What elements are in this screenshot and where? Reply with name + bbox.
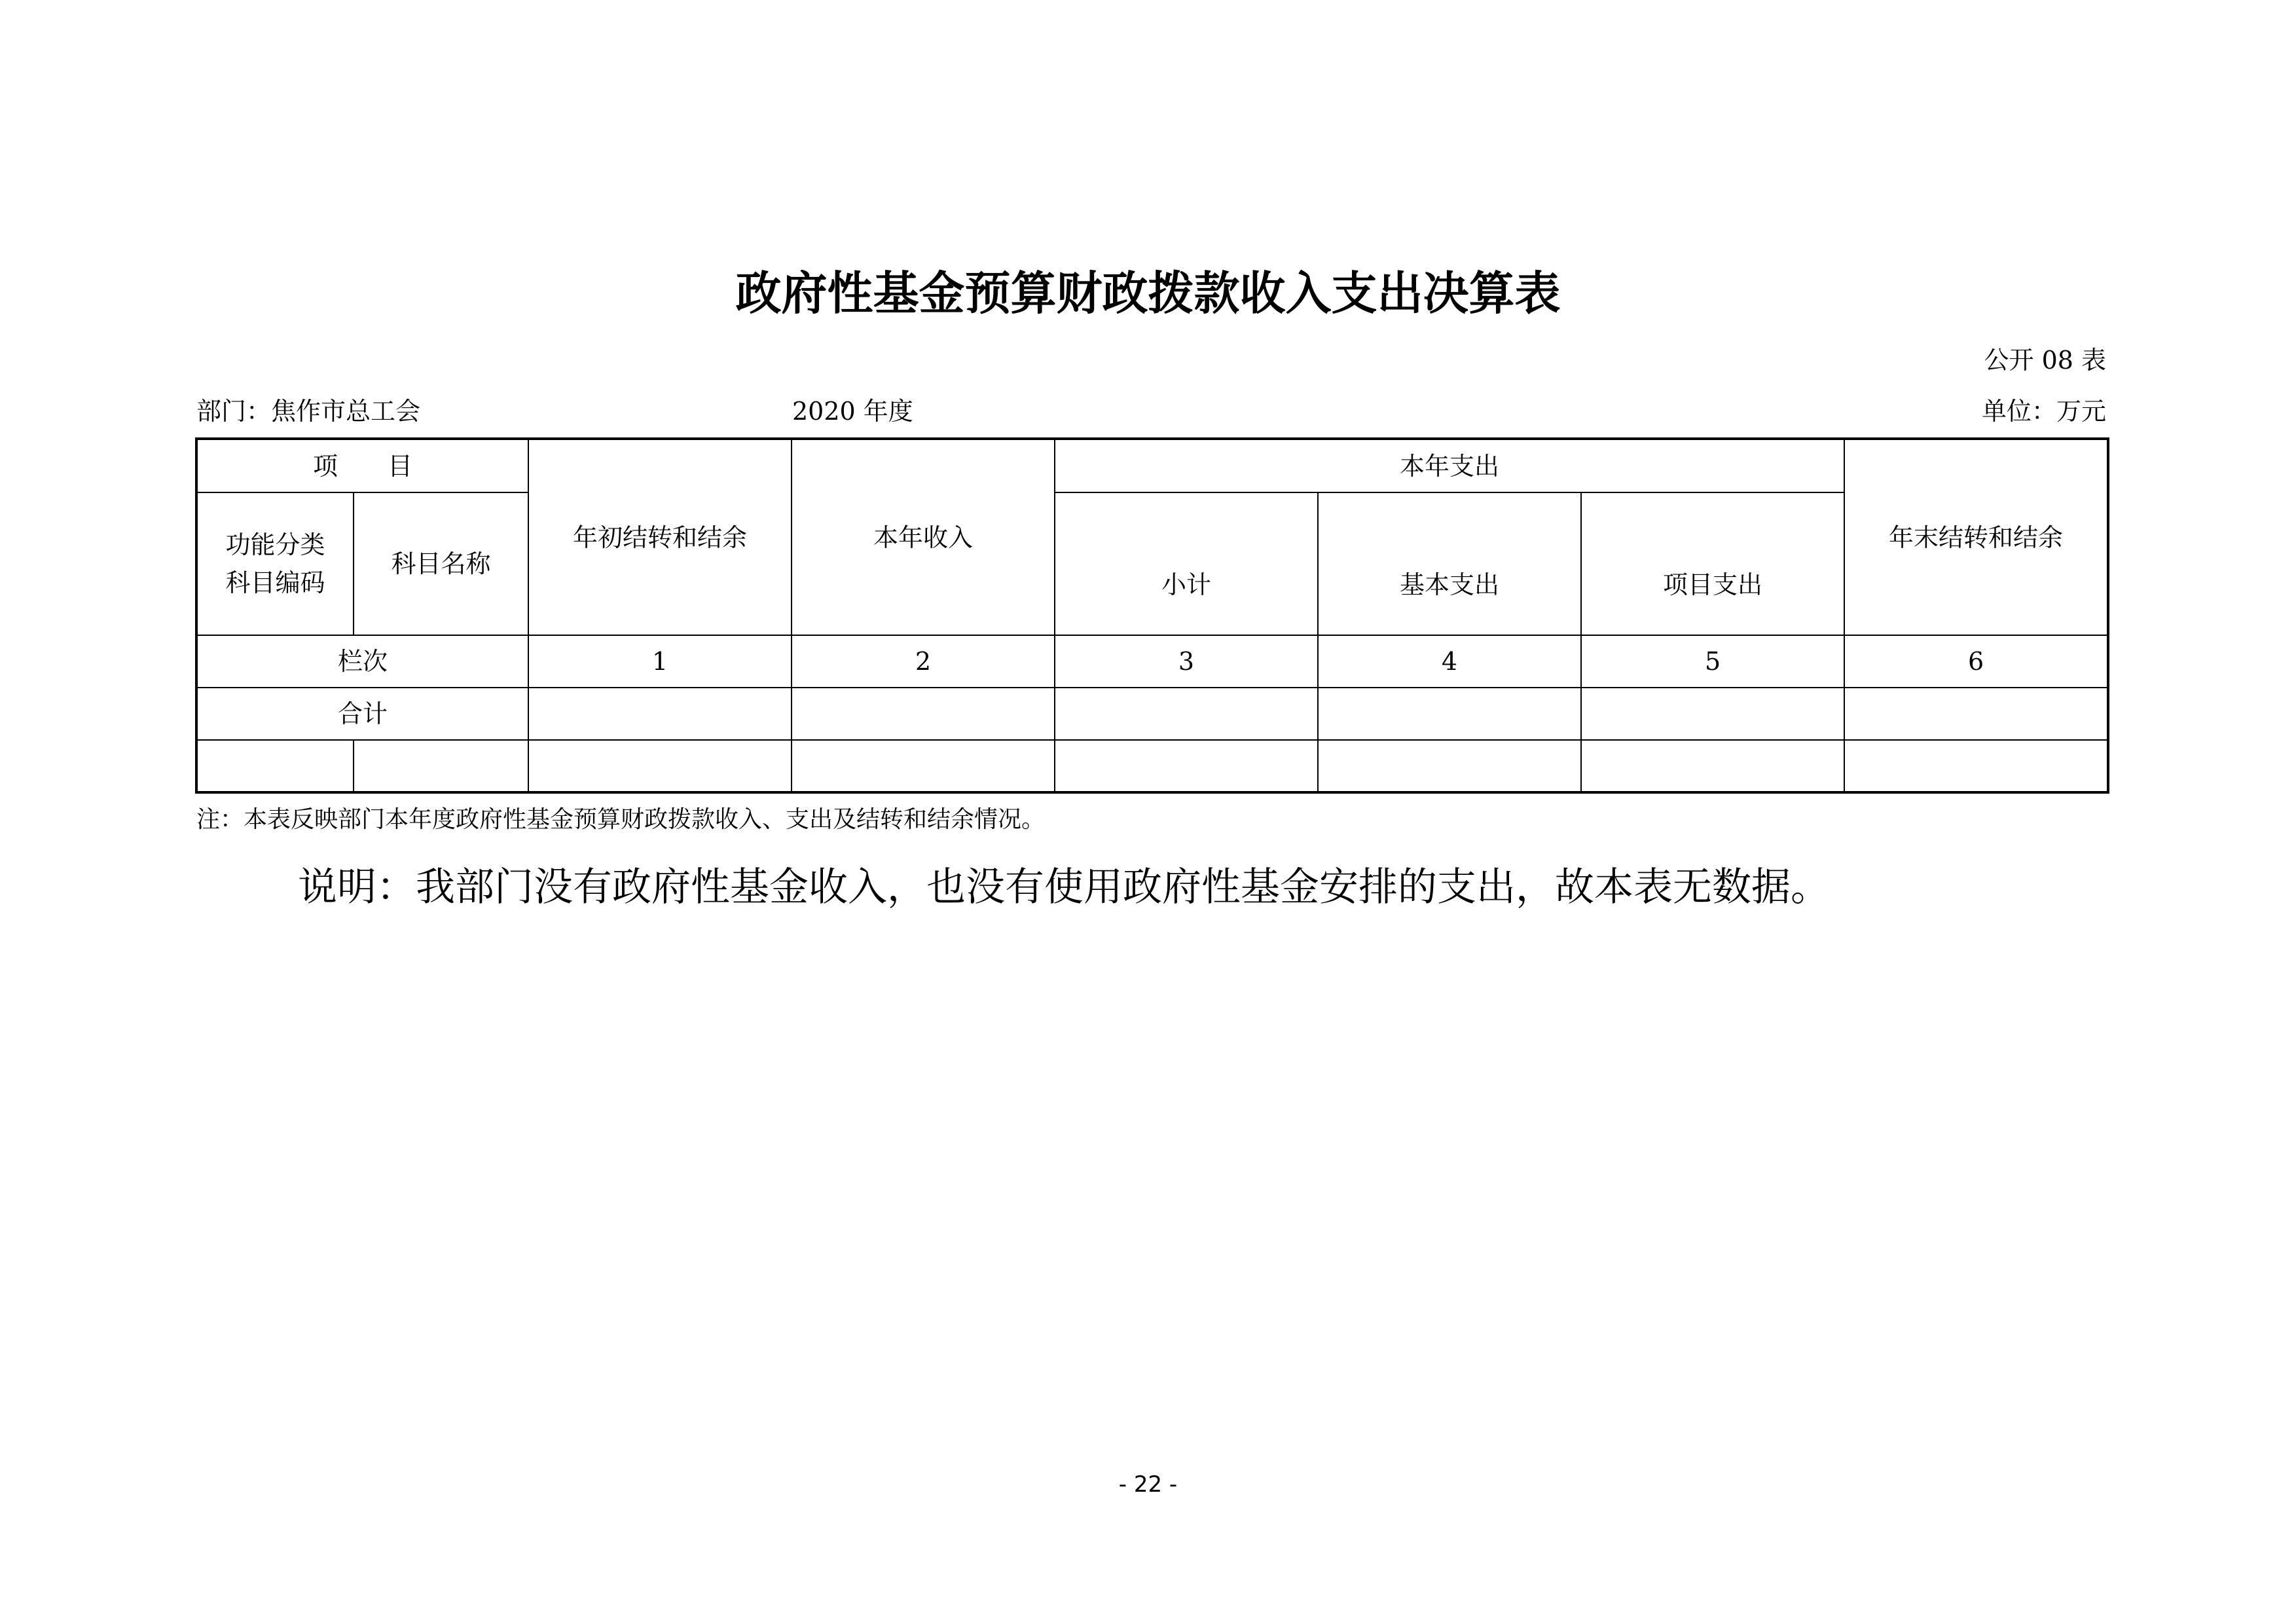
header-func-code-line1: 功能分类 [225,530,325,559]
total-cell [1318,688,1581,740]
explanation-text: 说明：我部门没有政府性基金收入，也没有使用政府性基金安排的支出，故本表无数据。 [298,864,1830,910]
page-number: - 22 - [1118,1471,1178,1498]
form-number: 公开 08 表 [1984,346,2106,375]
column-number-3: 3 [1055,635,1318,688]
empty-cell [1844,740,2108,792]
table-note: 注：本表反映部门本年度政府性基金预算财政拨款收入、支出及结转和结余情况。 [196,806,1046,833]
column-number-5: 5 [1581,635,1844,688]
header-expenditure: 本年支出 [1055,439,1844,492]
header-item: 项 目 [196,439,528,492]
header-func-code [196,492,354,635]
header-row-2 [196,492,2108,635]
empty-cell [196,740,354,792]
total-cell [1844,688,2108,740]
empty-cell [1581,740,1844,792]
header-project-expenditure: 项目支出 [1581,492,1844,635]
total-cell [792,688,1055,740]
column-number-1: 1 [528,635,792,688]
column-number-label: 栏次 [196,635,528,688]
empty-cell [354,740,528,792]
total-cell [1581,688,1844,740]
total-cell [528,688,792,740]
column-number-4: 4 [1318,635,1581,688]
header-func-code-line2: 科目编码 [225,568,325,597]
header-begin-balance: 年初结转和结余 [528,439,792,635]
column-number-6: 6 [1844,635,2108,688]
empty-data-row [196,740,2108,792]
header-subject-name: 科目名称 [354,492,528,635]
column-number-2: 2 [792,635,1055,688]
unit-label: 单位：万元 [1981,397,2106,426]
total-row [196,688,2108,740]
total-label: 合计 [196,688,528,740]
header-end-balance: 年末结转和结余 [1844,439,2108,635]
empty-cell [1055,740,1318,792]
header-subtotal: 小计 [1055,492,1318,635]
header-income: 本年收入 [792,439,1055,635]
column-number-row [196,635,2108,688]
total-cell [1055,688,1318,740]
document-title: 政府性基金预算财政拨款收入支出决算表 [735,267,1561,320]
budget-table [195,437,2109,794]
empty-cell [528,740,792,792]
header-basic-expenditure: 基本支出 [1318,492,1581,635]
header-row-1 [196,439,2108,492]
department-label: 部门：焦作市总工会 [196,397,421,426]
fiscal-year: 2020 年度 [792,397,913,426]
empty-cell [792,740,1055,792]
empty-cell [1318,740,1581,792]
